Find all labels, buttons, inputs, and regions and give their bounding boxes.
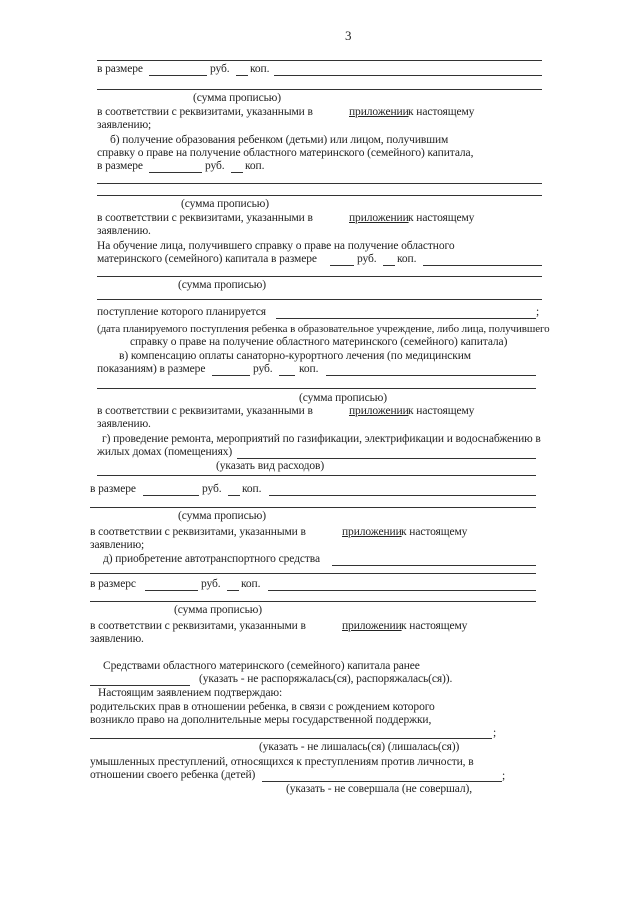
blank-line <box>231 172 243 173</box>
text-rub: руб. <box>201 578 221 590</box>
text-data-planiruemogo: (дата планируемого поступления ребенка в образовательное учреждение, либо лица, получившего <box>97 323 550 335</box>
blank-line <box>149 75 207 76</box>
text-kop: коп. <box>299 363 319 375</box>
text-k-nastoyashchemu: к настоящему <box>408 405 475 417</box>
blank-line <box>97 183 542 184</box>
blank-line <box>237 458 536 459</box>
page-number: 3 <box>345 28 352 43</box>
text-kop: коп. <box>397 253 417 265</box>
text-semicolon: ; <box>536 306 540 318</box>
blank-line <box>145 590 198 591</box>
text-rub: руб. <box>357 253 377 265</box>
blank-line <box>236 75 248 76</box>
blank-line <box>326 375 536 376</box>
blank-line <box>97 195 542 196</box>
text-otnoshenii: отношении своего ребенка (детей) <box>90 769 256 781</box>
text-umyshlennykh: умышленных преступлений, относящихся к преступлениям против личности, в <box>90 756 474 768</box>
text-rub: руб. <box>210 63 230 75</box>
text-rub: руб. <box>202 483 222 495</box>
text-summa-propisyu: (сумма прописью) <box>193 92 281 104</box>
text-kop: коп. <box>245 160 265 172</box>
text-k-nastoyashchemu: к настоящему <box>401 526 468 538</box>
text-prilozhenii: приложении <box>342 620 402 632</box>
text-spravku: справку о праве на получение областного материнского (семейного) капитала, <box>97 147 474 159</box>
text-v-sootvetstvii: в соответствии с реквизитами, указанными в <box>97 212 313 224</box>
text-d-priobretenie: д) приобретение автотранспортного средства <box>103 553 320 565</box>
text-postuplenie: поступление которого планируется <box>97 306 266 318</box>
text-v-sootvetstvii: в соответствии с реквизитами, указанными в <box>97 405 313 417</box>
blank-line <box>90 573 536 574</box>
text-prilozhenii: приложении <box>349 212 409 224</box>
blank-line <box>90 685 190 686</box>
text-v-sootvetstvii: в соответствии с реквизитами, указанными в <box>90 620 306 632</box>
text-prilozhenii: приложении <box>342 526 402 538</box>
blank-line <box>227 590 239 591</box>
blank-line <box>97 60 542 61</box>
text-kop: коп. <box>242 483 262 495</box>
text-zayavleniyu: заявлению. <box>90 633 144 645</box>
text-razmere: в размере <box>97 160 143 172</box>
text-ukazat-ne-sovershala: (указать - не совершала (не совершал), <box>286 783 473 795</box>
text-summa-propisyu: (сумма прописью) <box>174 604 262 616</box>
blank-line <box>97 89 542 90</box>
blank-line <box>97 388 536 389</box>
blank-line <box>97 475 536 476</box>
text-spravku-o-prave: справку о праве на получение областного материнского (семейного) капитала) <box>130 336 508 348</box>
text-na-obuchenie: На обучение лица, получившего справку о праве на получение областного <box>97 240 455 252</box>
blank-line <box>97 299 542 300</box>
blank-line <box>332 565 536 566</box>
blank-line <box>90 601 536 602</box>
text-v-kompensatsiya: в) компенсацию оплаты санаторно-курортного лечения (по медицинским <box>119 350 471 362</box>
blank-line <box>279 375 295 376</box>
blank-line <box>97 276 542 277</box>
text-nastoyashchim: Настоящим заявлением подтверждаю: <box>98 687 283 699</box>
text-zayavleniyu: заявлению; <box>90 539 145 551</box>
text-zayavleniyu: заявлению. <box>97 225 151 237</box>
blank-line <box>90 738 492 739</box>
text-summa-propisyu: (сумма прописью) <box>178 510 266 522</box>
text-razmere: в размере <box>90 483 136 495</box>
text-vozniklo: возникло право на дополнительные меры государственной поддержки, <box>90 714 432 726</box>
text-b: б) получение образования ребенком (детьми) или лицом, получившим <box>110 134 449 146</box>
text-prilozhenii: приложении <box>349 106 409 118</box>
text-zayavleniyu: заявлению. <box>97 418 151 430</box>
text-v-sootvetstvii: в соответствии с реквизитами, указанными в <box>90 526 306 538</box>
text-v-sootvetstvii: в соответствии с реквизитами, указанными в <box>97 106 313 118</box>
text-pokazaniyam: показаниям) в размере <box>97 363 206 375</box>
blank-line <box>383 265 395 266</box>
text-g-provedenie: г) проведение ремонта, мероприятий по газификации, электрификации и водоснабжению в <box>102 433 541 445</box>
blank-line <box>274 75 542 76</box>
text-ukazat-vid: (указать вид расходов) <box>216 460 325 472</box>
blank-line <box>90 507 536 508</box>
blank-line <box>423 265 542 266</box>
text-semicolon: ; <box>493 727 497 739</box>
blank-line <box>262 781 502 782</box>
blank-line <box>212 375 250 376</box>
text-k-nastoyashchemu: к настоящему <box>401 620 468 632</box>
text-kapitala-razmere: материнского (семейного) капитала в размере <box>97 253 317 265</box>
blank-line <box>268 590 536 591</box>
text-rub: руб. <box>205 160 225 172</box>
text-zayavleniyu: заявлению; <box>97 119 152 131</box>
blank-line <box>330 265 354 266</box>
text-sredstvami: Средствами областного материнского (семейного) капитала ранее <box>103 660 420 672</box>
blank-line <box>228 495 240 496</box>
text-razmers: в размерс <box>90 578 136 590</box>
text-summa-propisyu: (сумма прописью) <box>178 279 266 291</box>
text-semicolon: ; <box>502 770 506 782</box>
blank-line <box>276 318 536 319</box>
text-summa-propisyu: (сумма прописью) <box>181 198 269 210</box>
blank-line <box>269 495 536 496</box>
text-ukazat-ne-lishalas: (указать - не лишалась(ся) (лишалась(ся)) <box>259 741 460 753</box>
text-summa-propisyu: (сумма прописью) <box>299 392 387 404</box>
text-zhilykh: жилых домах (помещениях) <box>97 446 233 458</box>
text-roditelskikh: родительских прав в отношении ребенка, в связи с рождением которого <box>90 701 435 713</box>
blank-line <box>143 495 199 496</box>
text-kop: коп. <box>241 578 261 590</box>
text-ukazat-rasporyazhalas: (указать - не распоряжалась(ся), распоряжалась(ся)). <box>199 673 453 685</box>
text-razmere: в размере <box>97 63 143 75</box>
text-kop: коп. <box>250 63 270 75</box>
text-rub: руб. <box>253 363 273 375</box>
text-k-nastoyashchemu: к настоящему <box>408 212 475 224</box>
text-k-nastoyashchemu: к настоящему <box>408 106 475 118</box>
blank-line <box>149 172 202 173</box>
text-prilozhenii: приложении <box>349 405 409 417</box>
